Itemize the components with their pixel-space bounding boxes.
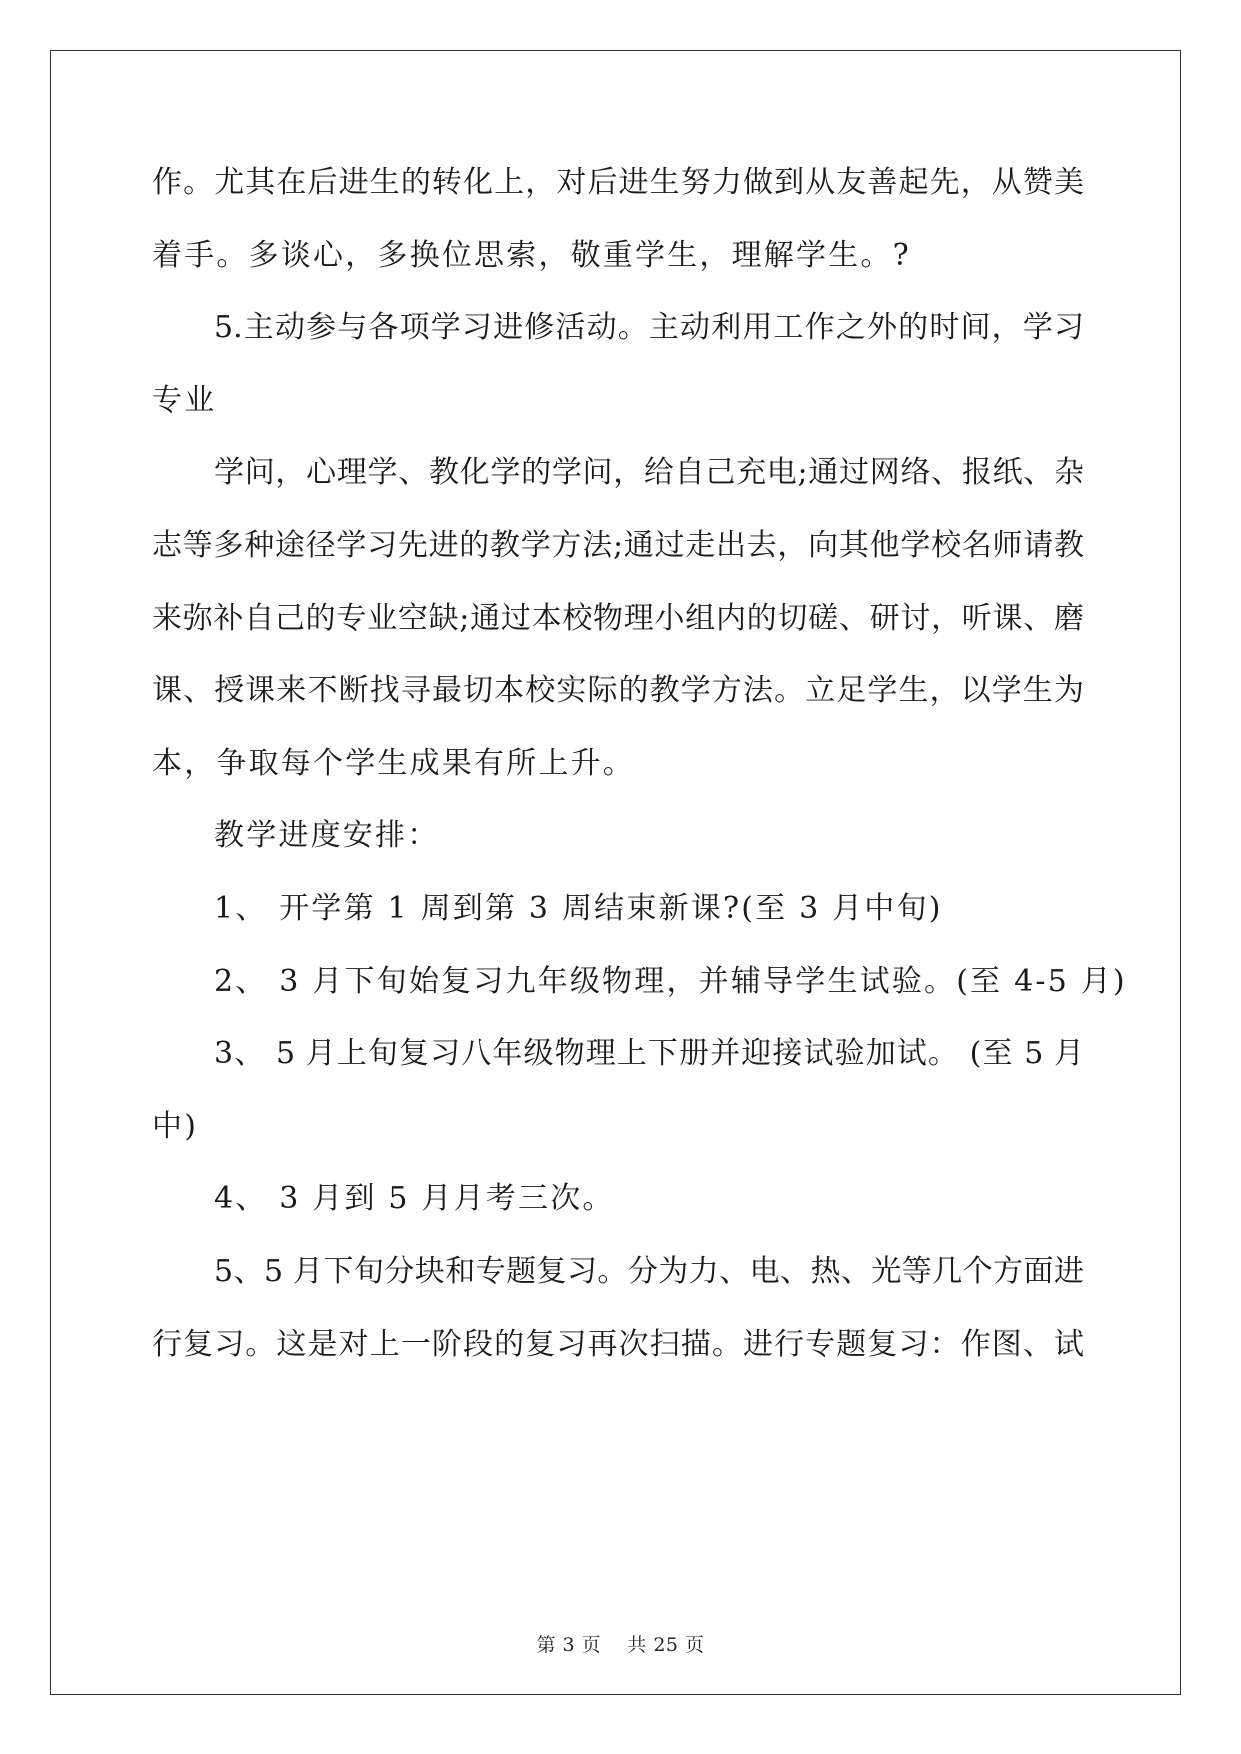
text-line: 2、 3 月下旬始复习九年级物理，并辅导学生试验。(至 4-5 月) bbox=[214, 963, 1127, 999]
text-line: 中) bbox=[152, 1108, 199, 1144]
text-line: 学问，心理学、教化学的学问，给自己充电;通过网络、报纸、杂 bbox=[214, 455, 1084, 491]
text-line: 5、5 月下旬分块和专题复习。分为力、电、热、光等几个方面进 bbox=[214, 1254, 1084, 1289]
text-line: 课、授课来不断找寻最切本校实际的教学方法。立足学生，以学生为 bbox=[152, 673, 1084, 709]
page-number: 第 3 页 bbox=[536, 1634, 602, 1656]
text-line: 志等多种途径学习先进的教学方法;通过走出去，向其他学校名师请教 bbox=[152, 528, 1084, 563]
page-border bbox=[50, 50, 1181, 1695]
footer-separator bbox=[601, 1634, 627, 1656]
page-total: 共 25 页 bbox=[627, 1634, 705, 1656]
text-line: 专业 bbox=[152, 382, 217, 418]
text-line: 5.主动参与各项学习进修活动。主动利用工作之外的时间，学习 bbox=[214, 310, 1084, 346]
text-line: 3、 5 月上旬复习八年级物理上下册并迎接试验加试。 (至 5 月 bbox=[214, 1036, 1084, 1072]
text-line: 教学进度安排： bbox=[214, 818, 440, 854]
text-line: 着手。多谈心，多换位思索，敬重学生，理解学生。? bbox=[152, 237, 911, 273]
text-line: 行复习。这是对上一阶段的复习再次扫描。进行专题复习：作图、试 bbox=[152, 1326, 1084, 1362]
text-line: 1、 开学第 1 周到第 3 周结束新课?(至 3 月中旬) bbox=[214, 891, 943, 926]
text-line: 4、 3 月到 5 月月考三次。 bbox=[214, 1181, 615, 1217]
text-line: 本，争取每个学生成果有所上升。 bbox=[152, 745, 635, 781]
text-line: 来弥补自己的专业空缺;通过本校物理小组内的切磋、研讨，听课、磨 bbox=[152, 600, 1084, 636]
text-line: 作。尤其在后进生的转化上，对后进生努力做到从友善起先，从赞美 bbox=[152, 165, 1084, 200]
page-footer bbox=[0, 1630, 1241, 1657]
